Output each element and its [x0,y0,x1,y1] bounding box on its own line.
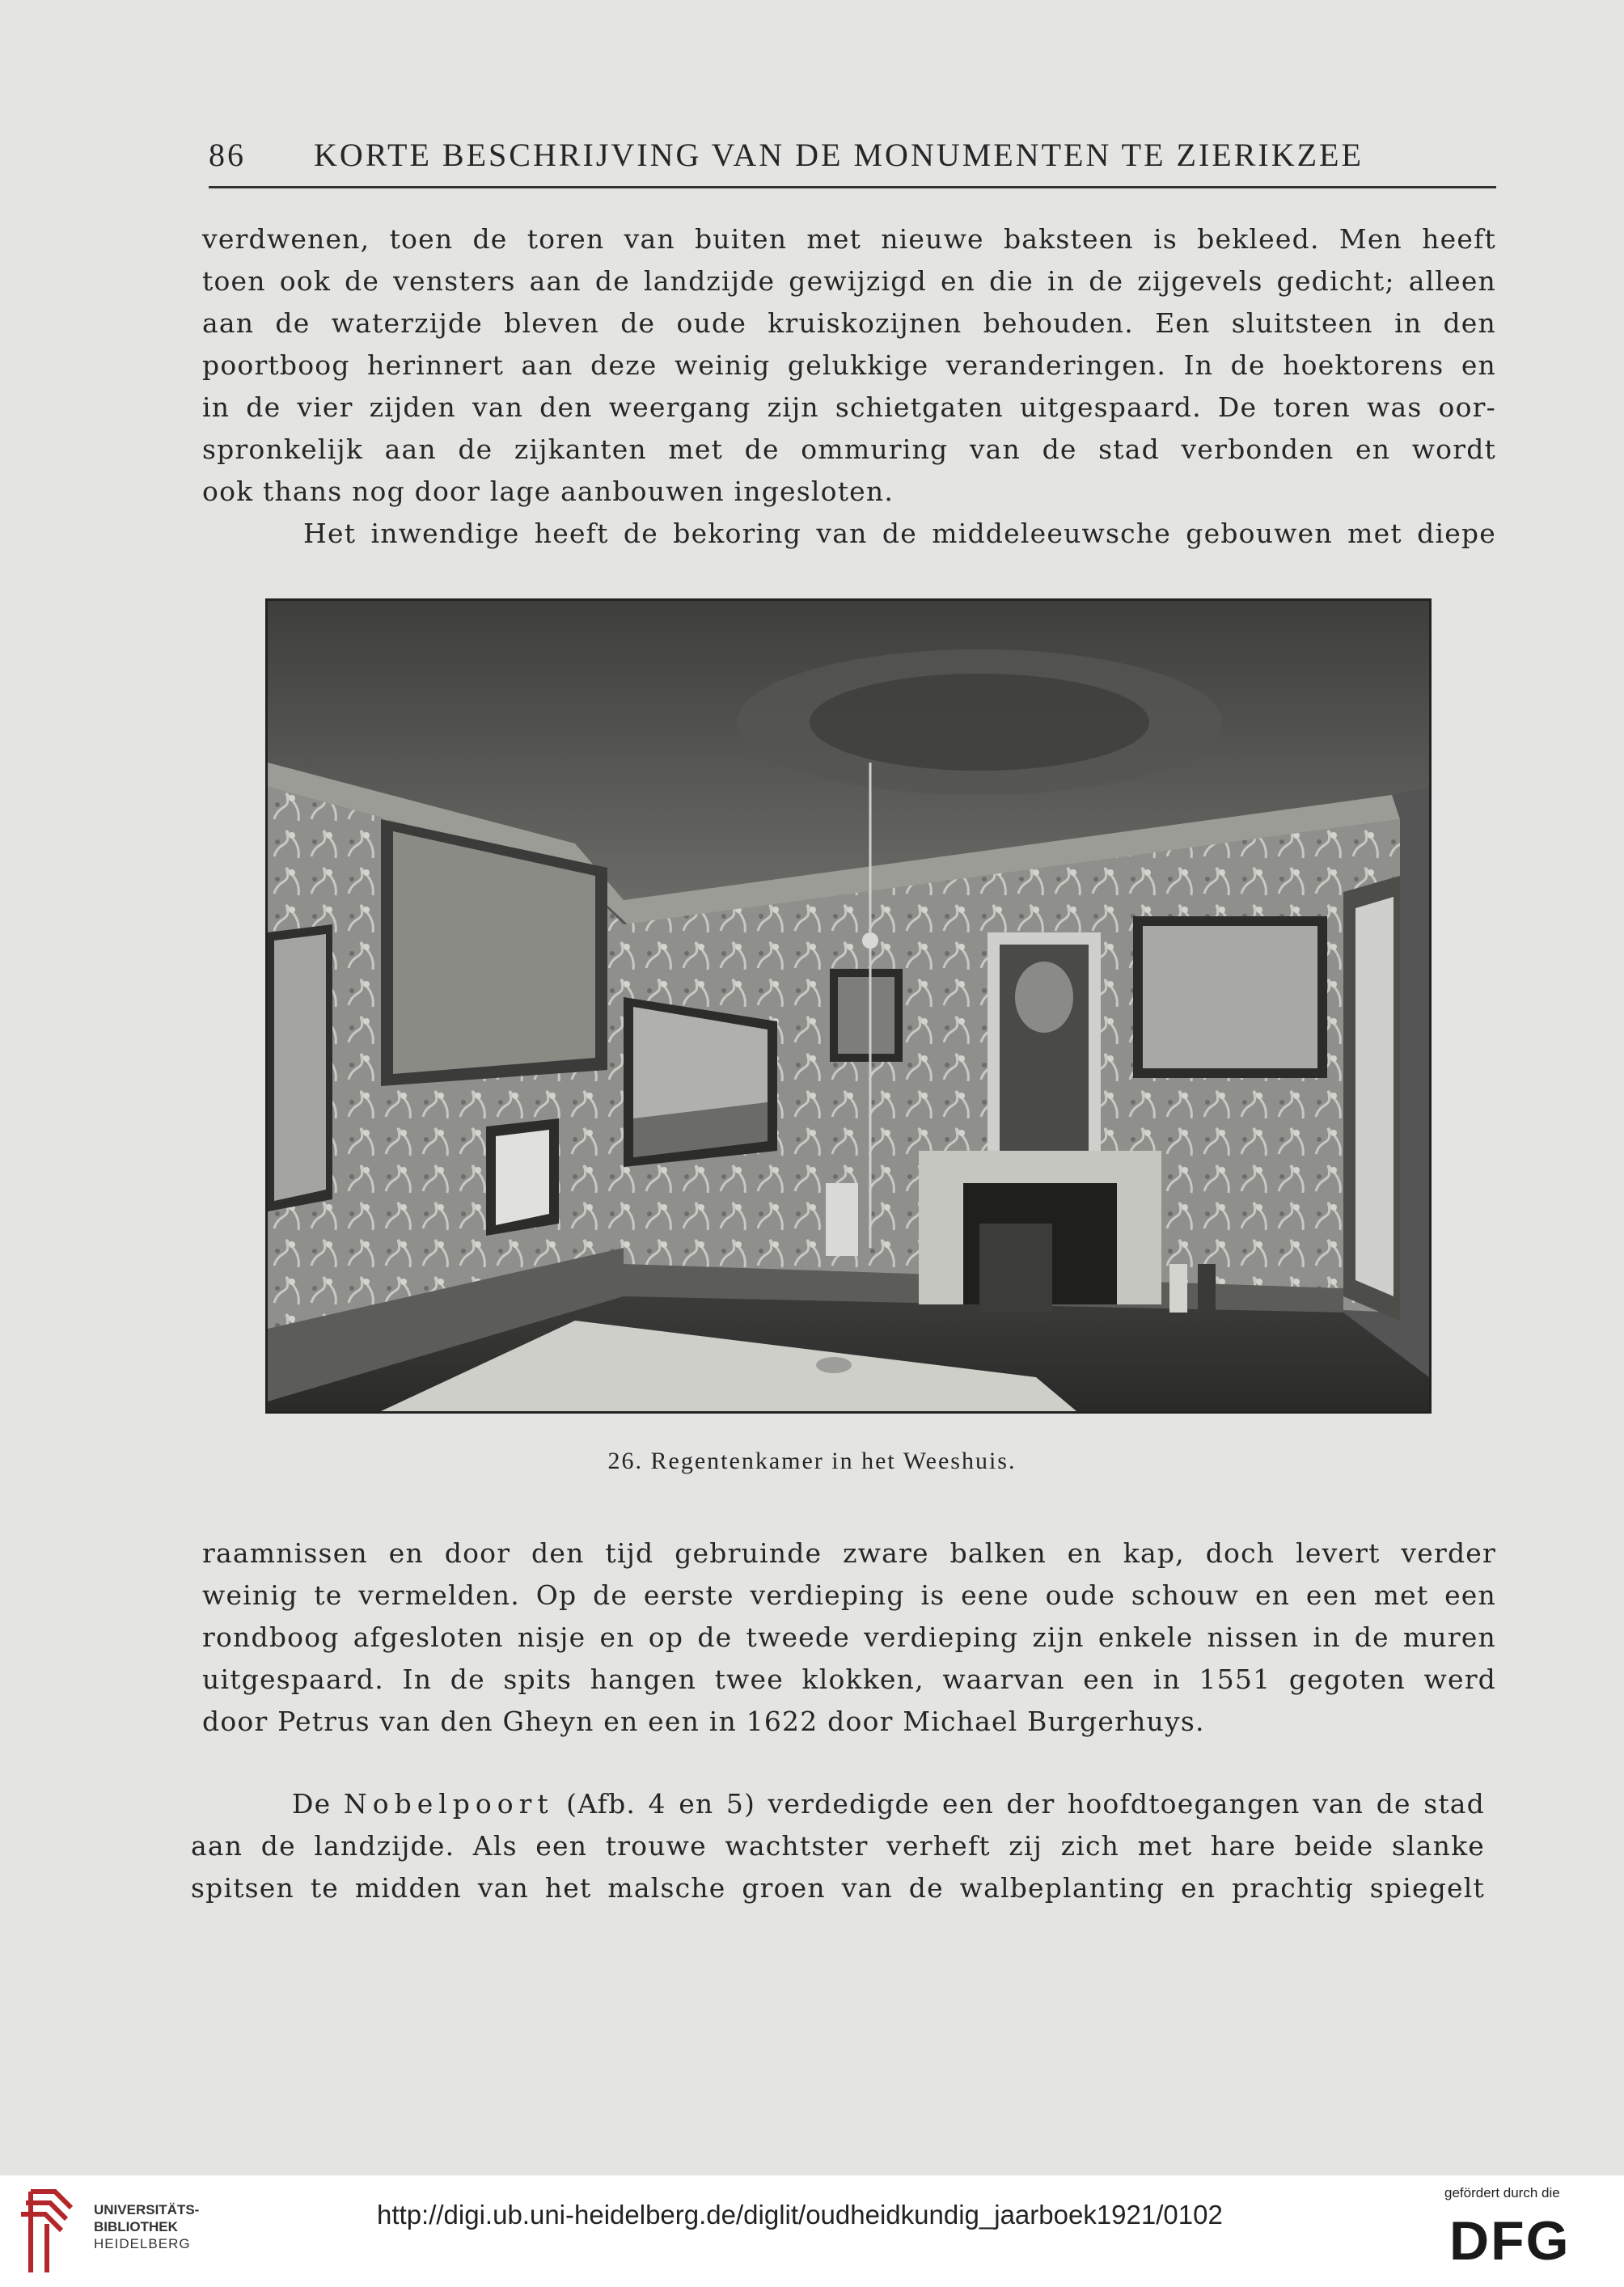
text-line: verdwenen, toen de toren van buiten met nieuwe baksteen is bekleed. Men heeft [202,223,1496,255]
text-line: in de vier zijden van den weergang zijn schietgaten uitgespaard. De toren was oor- [202,391,1496,423]
text-run: De [292,1788,332,1820]
paragraph-2 [202,1532,1496,1743]
running-head-title: KORTE BESCHRIJVING VAN DE MONUMENTEN TE ZIERIKZEE [314,137,1364,173]
university-library-logo-icon [15,2183,89,2277]
photograph-regentenkamer [265,598,1432,1414]
spaced-name-nobelpoort: Nobelpoort [343,1788,554,1820]
permalink[interactable]: http://digi.ub.uni-heidelberg.de/diglit/oudheidkundig_jaarboek1921/0102 [377,2200,1223,2230]
text-line: ook thans nog door lage aanbouwen ingesloten. [202,476,894,507]
library-name-line: UNIVERSITÄTS- [94,2202,200,2217]
header-rule [209,186,1496,188]
text-line: Het inwendige heeft de bekoring van de middeleeuwsche gebouwen met diepe [303,518,1496,549]
library-name-line: BIBLIOTHEK [94,2219,178,2234]
text-line: door Petrus van den Gheyn en een in 1622 door Michael Burgerhuys. [202,1706,1205,1737]
footer-band [0,2175,1624,2287]
text-line-first [191,1783,1485,1825]
dfg-logo-text: DFG [1449,2214,1571,2263]
text-line: aan de landzijde. Als een trouwe wachtster verheft zij zich met hare beide slanke [191,1830,1485,1862]
text-line: aan de waterzijde bleven de oude kruiskozijnen behouden. Een sluitsteen in den [202,307,1496,339]
photograph-illustration [268,601,1429,1411]
text-run: (Afb. 4 en 5) verdedigde een der hoofdtoegangen van de stad [566,1788,1485,1820]
footer-url [377,2200,1223,2230]
text-line: spitsen te midden van het malsche groen van de walbeplanting en prachtig spiegelt [191,1872,1485,1904]
text-line: rondboog afgesloten nisje en op de tweede verdieping zijn enkele nissen in de muren [202,1621,1496,1653]
page-number: 86 [209,137,246,173]
text-line: uitgespaard. In de spits hangen twee klokken, waarvan een in 1551 gegoten werd [202,1663,1496,1695]
text-line: spronkelijk aan de zijkanten met de ommuring van de stad verbonden en wordt [202,433,1496,465]
dfg-logo-icon [1449,2214,1603,2263]
text-line: weinig te vermelden. Op de eerste verdieping is eene oude schouw en een met een [202,1579,1496,1611]
library-name-line: HEIDELBERG [94,2236,191,2251]
text-line: poortboog herinnert aan deze weinig gelukkige veranderingen. In de hoektorens en [202,349,1496,381]
paragraph-1 [202,218,1496,555]
text-line: toen ook de vensters aan de landzijde gewijzigd en die in de zijgevels gedicht; alleen [202,265,1496,297]
paragraph-3 [191,1783,1485,1909]
library-name [94,2201,199,2252]
text-line: raamnissen en door den tijd gebruinde zware balken en kap, doch levert verder [202,1537,1496,1569]
sponsor-text: gefördert durch die [1444,2185,1560,2200]
figure-caption: 26. Regentenkamer in het Weeshuis. [607,1448,1017,1474]
